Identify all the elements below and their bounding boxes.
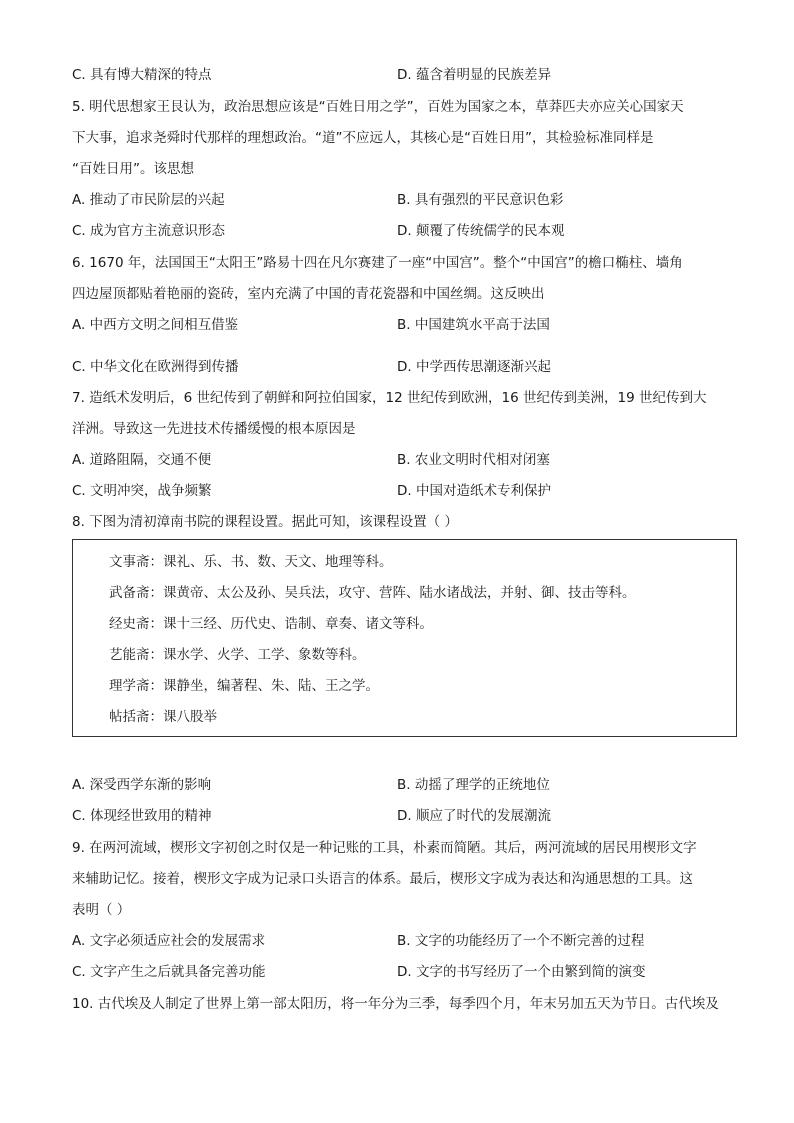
q8-option-a: A. 深受西学东渐的影响: [72, 777, 212, 793]
q6-stem-line-2: 四边屋顶都贴着艳丽的瓷砖，室内充满了中国的青花瓷器和中国丝绸。这反映出: [72, 286, 545, 302]
q7-option-d: D. 中国对造纸术专利保护: [397, 483, 551, 499]
q8-table-row-2: 武备斋：课黄帝、太公及孙、吴兵法，攻守、营阵、陆水诸战法，并射、御、技击等科。: [109, 585, 636, 601]
q5-stem-line-2: 下大事，追求尧舜时代那样的理想政治。“道”不应远人，其核心是“百姓日用”，其检验标准同样是: [72, 130, 654, 146]
q9-option-b: B. 文字的功能经历了一个不断完善的过程: [397, 933, 645, 949]
q8-table-row-4: 艺能斋：课水学、火学、工学、象数等科。: [109, 647, 366, 663]
q8-option-b: B. 动摇了理学的正统地位: [397, 777, 550, 793]
q7-option-c: C. 文明冲突，战争频繁: [72, 483, 212, 499]
q7-option-b: B. 农业文明时代相对闭塞: [397, 452, 550, 468]
q5-option-b: B. 具有强烈的平民意识色彩: [397, 192, 564, 208]
q4-option-c: C. 具有博大精深的特点: [72, 67, 212, 83]
q8-table-row-3: 经史斋：课十三经、历代史、诰制、章奏、诸文等科。: [109, 616, 433, 632]
q5-option-d: D. 颠覆了传统儒学的民本观: [397, 223, 565, 239]
q5-stem-line-3: “百姓日用”。该思想: [72, 161, 194, 177]
q5-stem-line-1: 5. 明代思想家王艮认为，政治思想应该是“百姓日用之学”，百姓为国家之本，草莽匹夫亦应关心国家天: [72, 99, 684, 115]
q6-option-d: D. 中学西传思潮逐渐兴起: [397, 359, 551, 375]
q9-option-d: D. 文字的书写经历了一个由繁到简的演变: [397, 964, 646, 980]
q7-stem-line-1: 7. 造纸术发明后，6 世纪传到了朝鲜和阿拉伯国家，12 世纪传到欧洲，16 世纪传到美洲，19 世纪传到大: [72, 390, 707, 406]
q6-stem-line-1: 6. 1670 年，法国国王“太阳王”路易十四在凡尔赛建了一座“中国宫”。整个“中国宫”的檐口椭柱、墙角: [72, 255, 683, 271]
q8-option-c: C. 体现经世致用的精神: [72, 808, 212, 824]
q9-stem-line-1: 9. 在两河流域，楔形文字初创之时仅是一种记账的工具，朴素而简陋。其后，两河流域的居民用楔形文字: [72, 840, 697, 856]
q8-table-row-6: 帖括斋：课八股举: [109, 709, 217, 725]
q4-option-d: D. 蕴含着明显的民族差异: [397, 67, 551, 83]
q8-stem: 8. 下图为清初漳南书院的课程设置。据此可知，该课程设置（ ）: [72, 514, 458, 530]
q9-stem-line-2: 来辅助记忆。接着，楔形文字成为记录口头语言的体系。最后，楔形文字成为表达和沟通思想的工具。这: [72, 871, 693, 887]
q8-option-d: D. 顺应了时代的发展潮流: [397, 808, 551, 824]
q5-option-c: C. 成为官方主流意识形态: [72, 223, 226, 239]
q9-option-c: C. 文字产生之后就具备完善功能: [72, 964, 266, 980]
q8-table-row-5: 理学斋：课静坐，编著程、朱、陆、王之学。: [109, 678, 379, 694]
q10-stem: 10. 古代埃及人制定了世界上第一部太阳历，将一年分为三季，每季四个月，年末另加五天为节日。古代埃及: [72, 996, 719, 1012]
q8-course-table: [72, 539, 737, 737]
q7-option-a: A. 道路阻隔，交通不便: [72, 452, 212, 468]
q5-option-a: A. 推动了市民阶层的兴起: [72, 192, 225, 208]
q6-option-c: C. 中华文化在欧洲得到传播: [72, 359, 239, 375]
q9-option-a: A. 文字必须适应社会的发展需求: [72, 933, 266, 949]
q6-option-a: A. 中西方文明之间相互借鉴: [72, 317, 239, 333]
q7-stem-line-2: 洋洲。导致这一先进技术传播缓慢的根本原因是: [72, 421, 356, 437]
q8-table-row-1: 文事斋：课礼、乐、书、数、天文、地理等科。: [109, 554, 393, 570]
q9-stem-line-3: 表明（ ）: [72, 902, 131, 918]
q6-option-b: B. 中国建筑水平高于法国: [397, 317, 550, 333]
